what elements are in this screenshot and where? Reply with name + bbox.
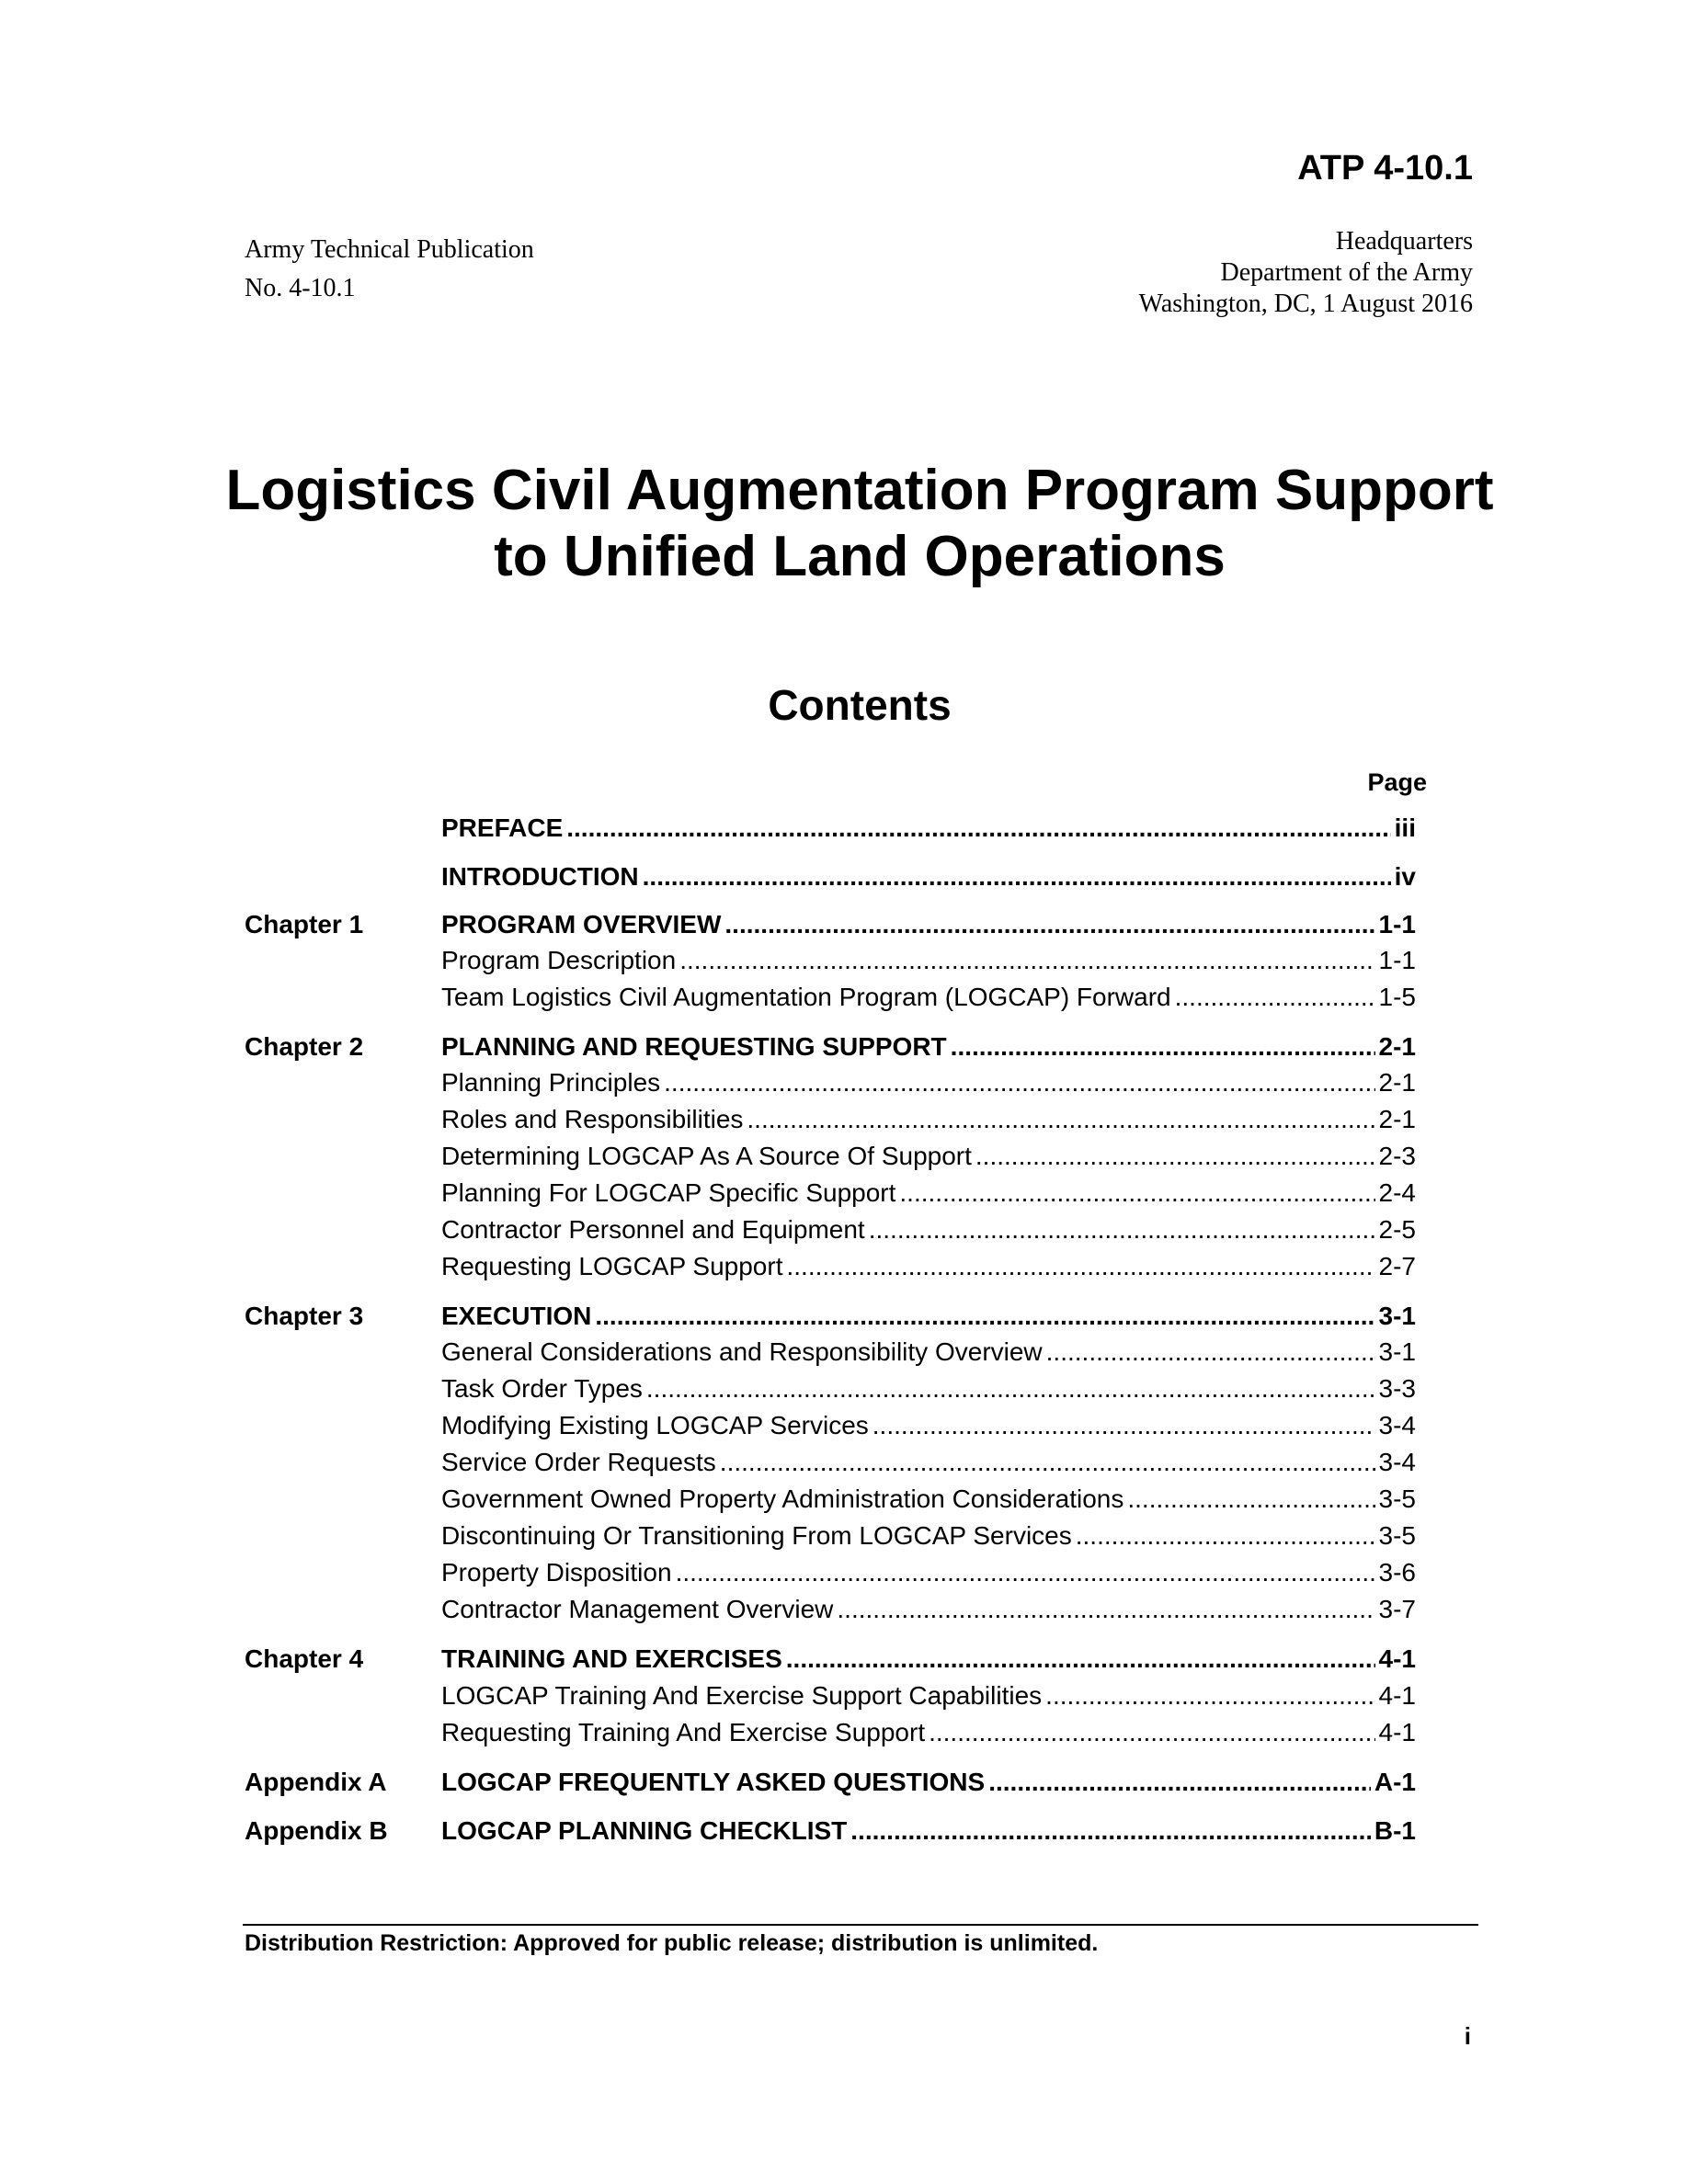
toc-subsection-row[interactable] <box>0 943 1688 978</box>
toc-dot-leader <box>643 859 1391 894</box>
toc-dot-leader <box>595 1299 1374 1334</box>
toc-page-number: 2-1 <box>1378 1105 1416 1133</box>
publication-number: No. 4-10.1 <box>245 274 356 302</box>
toc-page-number: iv <box>1394 862 1416 891</box>
toc-chapter-label: Appendix A <box>245 1768 387 1796</box>
toc-entry <box>441 1335 1416 1370</box>
toc-entry <box>441 1642 1416 1677</box>
org-location-date: Washington, DC, 1 August 2016 <box>1138 290 1473 318</box>
toc-entry-title: Discontinuing Or Transitioning From LOGCAP Services <box>441 1521 1072 1550</box>
toc-page-number: iii <box>1394 813 1416 842</box>
toc-entry-title: Contractor Management Overview <box>441 1595 834 1623</box>
toc-entry-title: PROGRAM OVERVIEW <box>441 910 722 938</box>
toc-entry-title: Program Description <box>441 946 677 974</box>
toc-entry <box>441 1065 1416 1100</box>
toc-subsection-row[interactable] <box>0 1176 1688 1211</box>
toc-page-number: 3-5 <box>1378 1484 1416 1513</box>
toc-chapter-label: Appendix B <box>245 1816 388 1845</box>
toc-subsection-row[interactable] <box>0 1335 1688 1370</box>
toc-chapter-label: Chapter 2 <box>245 1032 364 1061</box>
toc-dot-leader <box>676 1555 1375 1590</box>
toc-entry <box>441 1445 1416 1480</box>
toc-entry <box>441 1765 1416 1800</box>
toc-section-row[interactable] <box>0 1814 1688 1848</box>
toc-page-number: 3-4 <box>1378 1411 1416 1439</box>
document-id: ATP 4-10.1 <box>1297 149 1473 188</box>
toc-page-number: 2-5 <box>1378 1215 1416 1244</box>
toc-page-number: A-1 <box>1374 1768 1416 1796</box>
contents-heading: Contents <box>768 681 952 729</box>
toc-entry-title: Requesting LOGCAP Support <box>441 1252 783 1280</box>
toc-entry-title: Government Owned Property Administration Considerations <box>441 1484 1124 1513</box>
toc-dot-leader <box>786 1249 1374 1284</box>
toc-section-row[interactable] <box>0 1299 1688 1334</box>
toc-dot-leader <box>679 943 1374 978</box>
toc-dot-leader <box>646 1371 1375 1406</box>
toc-page-number: 2-3 <box>1378 1142 1416 1170</box>
toc-subsection-row[interactable] <box>0 1519 1688 1553</box>
toc-subsection-row[interactable] <box>0 1482 1688 1517</box>
toc-dot-leader <box>566 811 1390 846</box>
toc-dot-leader <box>1046 1335 1375 1370</box>
toc-subsection-row[interactable] <box>0 1249 1688 1284</box>
toc-entry-title: Planning For LOGCAP Specific Support <box>441 1178 896 1207</box>
toc-entry <box>441 1678 1416 1713</box>
toc-entry-title: General Considerations and Responsibility Overview <box>441 1337 1043 1366</box>
toc-section-row[interactable] <box>0 907 1688 942</box>
toc-entry <box>441 1519 1416 1553</box>
toc-page-number: 2-4 <box>1378 1178 1416 1207</box>
page-number: i <box>1464 2022 1471 2050</box>
toc-entry-title: Modifying Existing LOGCAP Services <box>441 1411 869 1439</box>
toc-dot-leader <box>724 907 1374 942</box>
toc-dot-leader <box>1175 980 1375 1015</box>
toc-entry-title: Task Order Types <box>441 1374 643 1403</box>
toc-chapter-label: Chapter 3 <box>245 1302 364 1330</box>
toc-entry <box>441 980 1416 1015</box>
toc-entry <box>441 1408 1416 1443</box>
toc-dot-leader <box>873 1408 1375 1443</box>
toc-page-number: 2-1 <box>1378 1068 1416 1097</box>
toc-subsection-row[interactable] <box>0 1212 1688 1247</box>
toc-subsection-row[interactable] <box>0 1555 1688 1590</box>
toc-section-row[interactable] <box>0 1029 1688 1064</box>
toc-entry-title: PREFACE <box>441 813 564 842</box>
toc-entry <box>441 1555 1416 1590</box>
toc-entry-title: LOGCAP PLANNING CHECKLIST <box>441 1816 848 1845</box>
toc-dot-leader <box>664 1065 1374 1100</box>
toc-dot-leader <box>837 1592 1374 1627</box>
toc-subsection-row[interactable] <box>0 1408 1688 1443</box>
toc-page-number: 3-7 <box>1378 1595 1416 1623</box>
toc-entry-title: LOGCAP Training And Exercise Support Capabilities <box>441 1681 1043 1710</box>
toc-page-number: 1-1 <box>1378 910 1416 938</box>
toc-entry <box>441 1249 1416 1284</box>
toc-section-row[interactable] <box>0 1765 1688 1800</box>
toc-entry <box>441 1029 1416 1064</box>
toc-subsection-row[interactable] <box>0 1445 1688 1480</box>
toc-entry-title: LOGCAP FREQUENTLY ASKED QUESTIONS <box>441 1768 986 1796</box>
toc-entry <box>441 1371 1416 1406</box>
toc-dot-leader <box>850 1814 1371 1848</box>
toc-page-number: 4-1 <box>1378 1718 1416 1746</box>
toc-entry <box>441 1176 1416 1211</box>
toc-chapter-label: Chapter 4 <box>245 1644 364 1673</box>
toc-entry <box>441 1715 1416 1750</box>
toc-section-row[interactable] <box>0 811 1688 846</box>
toc-dot-leader <box>975 1139 1375 1174</box>
toc-entry <box>441 1482 1416 1517</box>
toc-subsection-row[interactable] <box>0 1102 1688 1137</box>
toc-page-number: 2-7 <box>1378 1252 1416 1280</box>
toc-dot-leader <box>951 1029 1375 1064</box>
toc-dot-leader <box>720 1445 1375 1480</box>
toc-page-number: B-1 <box>1374 1816 1416 1845</box>
toc-page-number: 1-5 <box>1378 983 1416 1011</box>
toc-entry-title: Contractor Personnel and Equipment <box>441 1215 865 1244</box>
toc-section-row[interactable] <box>0 1642 1688 1677</box>
toc-entry <box>441 1814 1416 1848</box>
org-headquarters: Headquarters <box>1335 227 1473 256</box>
footer-divider <box>243 1924 1478 1926</box>
toc-page-number: 3-6 <box>1378 1558 1416 1587</box>
toc-entry-title: TRAINING AND EXERCISES <box>441 1644 782 1673</box>
document-title-line-1: Logistics Civil Augmentation Program Support <box>225 459 1494 522</box>
distribution-restriction: Distribution Restriction: Approved for public release; distribution is unlimited. <box>245 1930 1099 1956</box>
toc-page-number: 2-1 <box>1378 1032 1416 1061</box>
toc-page-number: 3-5 <box>1378 1521 1416 1550</box>
toc-entry <box>441 1299 1416 1334</box>
toc-page-number: 4-1 <box>1378 1644 1416 1673</box>
toc-subsection-row[interactable] <box>0 1371 1688 1406</box>
toc-entry <box>441 943 1416 978</box>
toc-page-number: 3-1 <box>1378 1337 1416 1366</box>
toc-page-number: 3-1 <box>1378 1302 1416 1330</box>
toc-subsection-row[interactable] <box>0 1678 1688 1713</box>
toc-dot-leader <box>786 1642 1375 1677</box>
toc-entry <box>441 859 1416 894</box>
toc-entry-title: Requesting Training And Exercise Support <box>441 1718 926 1746</box>
toc-entry-title: PLANNING AND REQUESTING SUPPORT <box>441 1032 947 1061</box>
toc-entry-title: Team Logistics Civil Augmentation Program (LOGCAP) Forward <box>441 983 1171 1011</box>
toc-dot-leader <box>747 1102 1374 1137</box>
toc-entry <box>441 811 1416 846</box>
toc-entry <box>441 1212 1416 1247</box>
toc-chapter-label: Chapter 1 <box>245 910 364 938</box>
toc-page-number: 4-1 <box>1378 1681 1416 1710</box>
toc-entry-title: INTRODUCTION <box>441 862 639 891</box>
toc-dot-leader <box>869 1212 1375 1247</box>
toc-entry-title: Planning Principles <box>441 1068 661 1097</box>
toc-entry-title: Property Disposition <box>441 1558 672 1587</box>
toc-entry <box>441 1102 1416 1137</box>
toc-page-number: 3-4 <box>1378 1448 1416 1476</box>
toc-subsection-row[interactable] <box>0 980 1688 1015</box>
toc-subsection-row[interactable] <box>0 1139 1688 1174</box>
publication-type: Army Technical Publication <box>245 235 534 264</box>
toc-dot-leader <box>988 1765 1371 1800</box>
page-column-label: Page <box>1367 768 1427 796</box>
document-title-line-2: to Unified Land Operations <box>494 525 1226 588</box>
toc-entry-title: Service Order Requests <box>441 1448 716 1476</box>
toc-dot-leader <box>899 1176 1374 1211</box>
toc-dot-leader <box>1127 1482 1374 1517</box>
toc-subsection-row[interactable] <box>0 1065 1688 1100</box>
toc-dot-leader <box>929 1715 1374 1750</box>
toc-entry-title: Roles and Responsibilities <box>441 1105 744 1133</box>
toc-page-number: 1-1 <box>1378 946 1416 974</box>
toc-dot-leader <box>1076 1519 1375 1553</box>
org-department: Department of the Army <box>1220 258 1473 287</box>
toc-subsection-row[interactable] <box>0 1592 1688 1627</box>
toc-entry <box>441 1592 1416 1627</box>
toc-section-row[interactable] <box>0 859 1688 894</box>
toc-entry-title: Determining LOGCAP As A Source Of Support <box>441 1142 972 1170</box>
toc-page-number: 3-3 <box>1378 1374 1416 1403</box>
toc-entry <box>441 907 1416 942</box>
toc-dot-leader <box>1045 1678 1374 1713</box>
toc-entry-title: EXECUTION <box>441 1302 592 1330</box>
toc-entry <box>441 1139 1416 1174</box>
toc-subsection-row[interactable] <box>0 1715 1688 1750</box>
